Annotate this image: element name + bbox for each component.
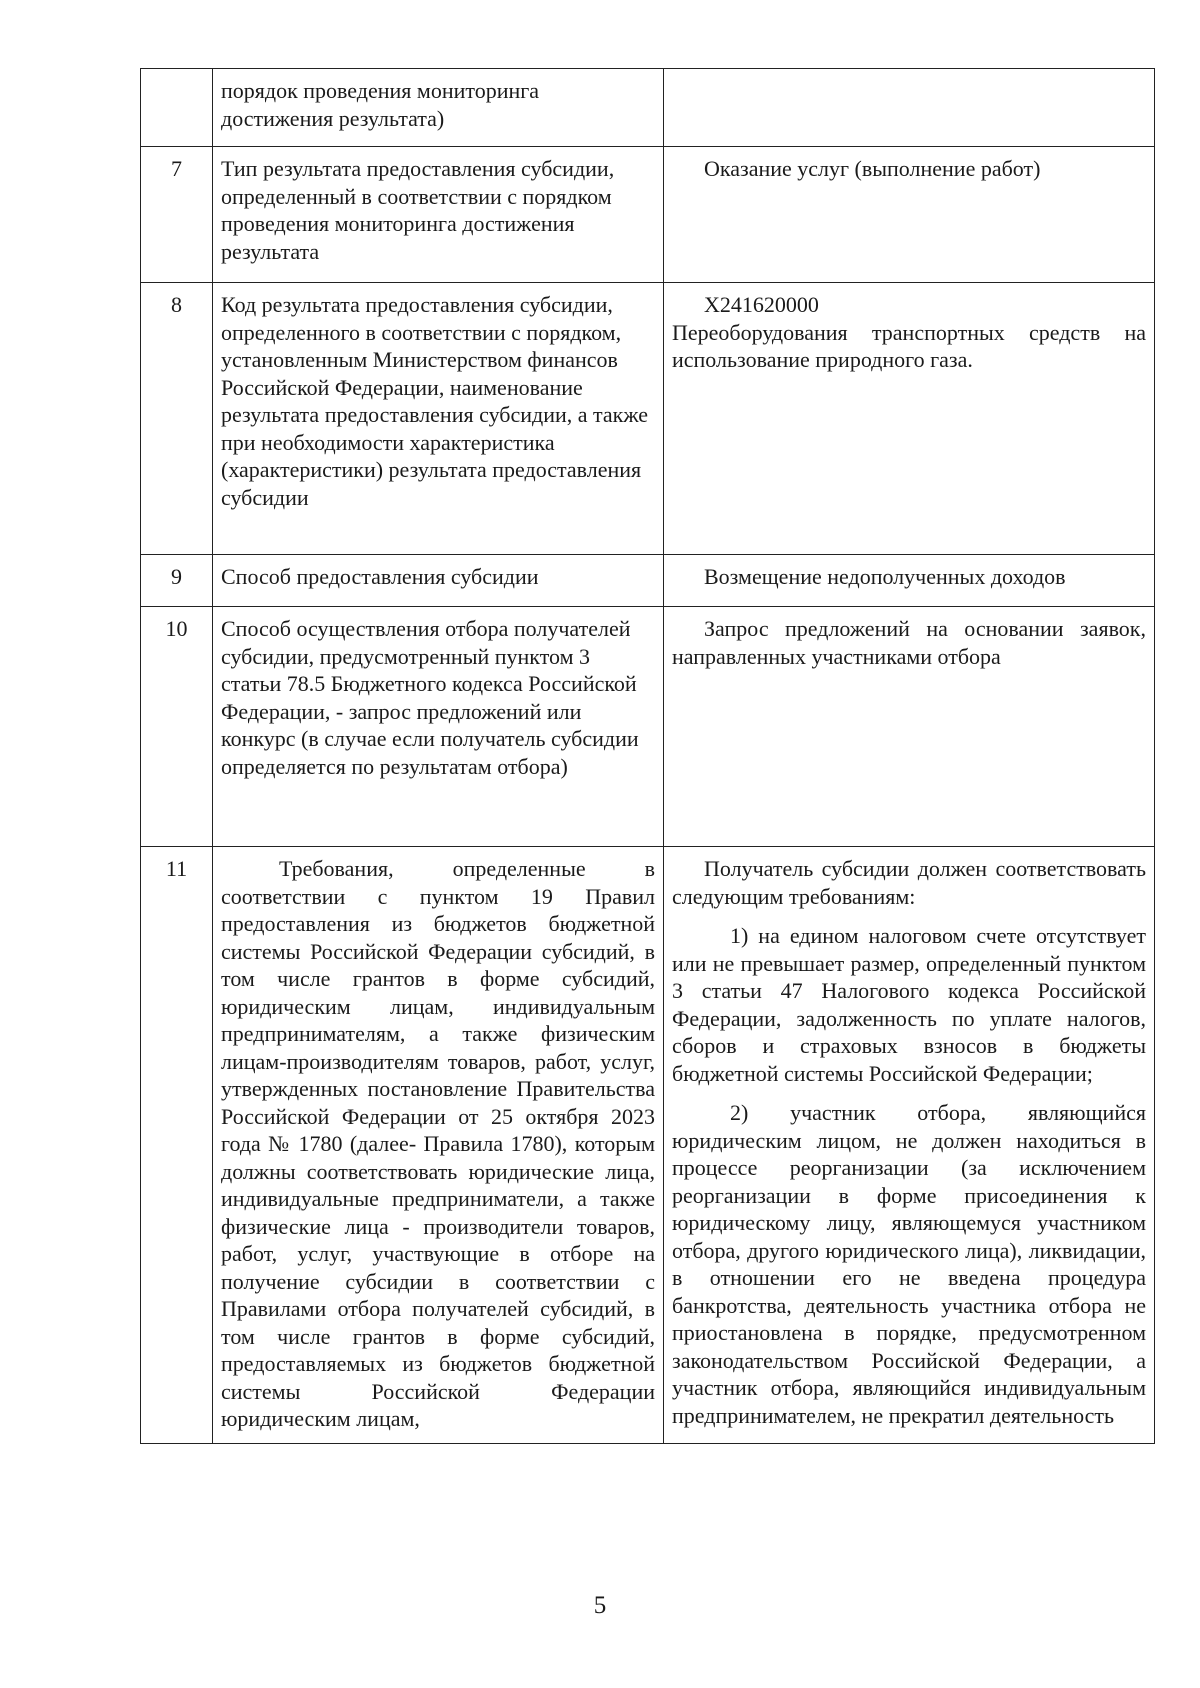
row-label-text: Тип результата предоставления субсидии, определенный в соответствии с порядком проведения мониторинга достижения результата xyxy=(221,156,615,264)
row-number: 7 xyxy=(141,147,213,283)
row-value xyxy=(664,555,1155,607)
row-value-text: Оказание услуг (выполнение работ) xyxy=(704,156,1041,181)
row-number: 8 xyxy=(141,283,213,555)
row-number: 11 xyxy=(141,847,213,1444)
row-value xyxy=(664,147,1155,283)
page-number: 5 xyxy=(593,1592,607,1619)
row-label-text: Код результата предоставления субсидии, определенного в соответствии с порядком, установленным Министерством финансов Российской Федерации, наименование результата предоставления субсидии, а также при необходимости характеристика (характеристики) результата предоставления субсидии xyxy=(221,292,649,510)
row-label xyxy=(213,69,664,147)
row-label-text: Способ предоставления субсидии xyxy=(221,564,539,589)
row-label-text: Способ осуществления отбора получателей субсидии, предусмотренный пунктом 3 статьи 78.5 Бюджетного кодекса Российской Федерации, - запрос предложений или конкурс (в случае если получатель субсидии определяется по результатам отбора) xyxy=(221,616,639,779)
row-value xyxy=(664,607,1155,847)
row-label xyxy=(213,283,664,555)
row-number: 10 xyxy=(141,607,213,847)
table-row xyxy=(141,69,1155,147)
row-value-text: Запрос предложений на основании заявок, направленных участниками отбора xyxy=(672,616,1146,669)
result-code: X241620000 xyxy=(704,292,819,317)
table-row xyxy=(141,847,1155,1444)
table-row xyxy=(141,555,1155,607)
row-label-text: порядок проведения мониторинга достижения результата) xyxy=(221,78,540,131)
requirements-intro: Получатель субсидии должен соответствовать следующим требованиям: xyxy=(672,856,1146,909)
requirements-table xyxy=(140,68,1155,1444)
requirement-item-1: 1) на едином налоговом счете отсутствует или не превышает размер, определенный пунктом 3 статьи 47 Налогового кодекса Российской Федерации, задолженность по уплате налогов, сборов и страховых взносов в бюджеты бюджетной системы Российской Федерации; xyxy=(672,923,1146,1086)
row-number xyxy=(141,69,213,147)
table-row xyxy=(141,147,1155,283)
row-value xyxy=(664,283,1155,555)
row-label xyxy=(213,847,664,1444)
row-value xyxy=(664,847,1155,1444)
requirement-item-2: 2) участник отбора, являющийся юридическим лицом, не должен находиться в процессе реорганизации (за исключением реорганизации в форме присоединения к юридическому лицу, являющемуся участником отбора, другого юридического лица), ликвидации, в отношении его не введена процедура банкротства, деятельность участника отбора не приостановлена в порядке, предусмотренном законодательством Российской Федерации, а участник отбора, являющийся индивидуальным предпринимателем, не прекратил деятельность xyxy=(672,1100,1146,1428)
row-label-text: Требования, определенные в соответствии с пунктом 19 Правил предоставления из бюджетов бюджетной системы Российской Федерации субсидий, в том числе грантов в форме субсидий, юридическим лицам, индивидуальным предпринимателям, а также физическим лицам-производителям товаров, работ, услуг, утвержденных постановление Правительства Российской Федерации от 25 октября 2023 года № 1780 (далее- Правила 1780), которым должны соответствовать юридические лица, индивидуальные предприниматели, а также физические лица - производители товаров, работ, услуг, участвующие в отборе на получение субсидии в соответствии с Правилами отбора получателей субсидий, в том числе грантов в форме субсидий, предоставляемых из бюджетов бюджетной системы Российской Федерации юридическим лицам, xyxy=(221,856,655,1431)
row-value xyxy=(664,69,1155,147)
row-number: 9 xyxy=(141,555,213,607)
table-row xyxy=(141,607,1155,847)
row-value-text: Возмещение недополученных доходов xyxy=(704,564,1066,589)
row-label xyxy=(213,607,664,847)
row-label xyxy=(213,147,664,283)
row-label xyxy=(213,555,664,607)
table-row xyxy=(141,283,1155,555)
result-name: Переоборудования транспортных средств на использование природного газа. xyxy=(672,319,1146,372)
